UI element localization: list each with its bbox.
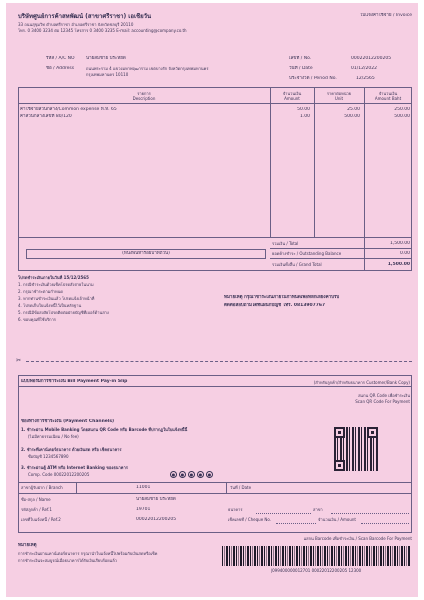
channel-2-note: ชื่อบัญชี 1234567890: [28, 454, 69, 459]
branch-value: 11001: [136, 485, 151, 490]
remarks-line-2: การชำระเงินจะสมบูรณ์เมื่อธนาคารได้รับเงินเรียบร้อยแล้ว: [18, 558, 117, 563]
outstanding-label: ยอดค้างชำระ / Outstanding Balance: [272, 251, 342, 256]
total-value: 1,500.00: [389, 241, 410, 246]
note-line-6: 6. ขอบคุณที่ใช้บริการ: [18, 317, 56, 322]
customer-address-value-2: กรุงเทพมหานคร 10110: [86, 72, 129, 77]
scan-note: สแกน QR Code เพื่อชำระเงิน: [358, 393, 410, 398]
doc-date-label: วันที่ / Date: [289, 66, 313, 71]
bank-logo-icon: ●: [189, 472, 194, 477]
channel-3-note: Comp. Code 00022012200205: [28, 472, 90, 477]
header-description: รายการ Description: [132, 91, 156, 101]
bank-label: ธนาคาร: [228, 507, 243, 512]
qr-finder: [334, 460, 345, 471]
bank-logo-icon: ●: [171, 472, 176, 477]
bank-logo-icon: ●: [198, 472, 203, 477]
barcode-number: |099400000012701 00022012200205 12300: [270, 568, 362, 573]
barcode-note: แสกน Barcode เพื่อชำระเงิน / Scan Barcode For Payment: [303, 536, 412, 541]
cash-label: จำนวนเงิน / Amount: [318, 517, 356, 522]
bank-logo-icon: ●: [180, 472, 185, 477]
ref1-value: 19701: [136, 507, 151, 512]
doc-period-value: 12/2565: [356, 76, 375, 81]
item-1-description-2: ค่าส่วนกลางเลขที่ 80/120: [20, 114, 72, 119]
header-amount: จำนวนเงิน Amount: [282, 91, 302, 101]
doc-no-label: เลขที่ / No.: [289, 56, 312, 61]
note-line-2: 2. กรุณาชำระตามกำหนด: [18, 289, 63, 294]
payin-name-value: นายสมชาย ประหยัด: [136, 497, 176, 502]
channel-3: 3. ชำระผ่านตู้ ATM หรือ Internet Banking ของธนาคาร: [21, 465, 128, 470]
total-label: รวมเงิน / Total: [272, 241, 299, 246]
header-unit: ราคาต่อหน่วย Unit: [326, 91, 352, 101]
ref2-value: 00022012200205: [136, 517, 177, 522]
invoice-document: [6, 3, 418, 597]
branch-label: สาขาผู้รับฝาก / Branch: [21, 485, 63, 490]
doc-period-label: ประจำงวด / Period No.: [289, 76, 337, 81]
cut-line: [26, 361, 412, 362]
item-1-unit: 25.00: [347, 107, 360, 112]
item-1-description: ค่าใช้จ่ายส่วนกลาง/Common expense ห.ห. 65: [20, 107, 117, 112]
customer-address-label: ชื่อ / Address: [46, 66, 75, 71]
doc-type: ใบแจ้งค่าใช้จ่าย / Invoice: [360, 13, 412, 18]
cheque-label: เช็คเลขที่ / Cheque No.: [228, 517, 272, 522]
company-contact: โทร. 0 3400 3234 ต่อ 12345 โทรสาร 0 3400 3235 E-mail: accounting@company.co.th: [18, 28, 187, 33]
item-1-qty: 50.00: [297, 107, 310, 112]
ref2-label: เลขที่ใบแจ้งหนี้ / Ref.2: [21, 517, 61, 522]
item-2-amount: 500.00: [394, 114, 410, 119]
note-line-5: 5. กรณีมีข้อสงสัยโปรดติดต่อฝ่ายบัญชีที่เบอร์ด้านล่าง: [18, 310, 109, 315]
channel-1-note: (ไม่มีค่าธรรมเนียม / No fee): [28, 434, 79, 439]
note-line-1: 1. กรณีชำระเงินด้วยเช็คโปรดสั่งจ่ายในนาม: [18, 282, 94, 287]
header-total: จำนวนเงิน Amount Baht: [374, 91, 402, 101]
qr-finder: [334, 427, 345, 438]
doc-no-value: 00022012200205: [351, 56, 392, 61]
note-line-3: 3. หากท่านชำระเงินแล้ว โปรดแจ้งเจ้าหน้าที่: [18, 296, 95, 301]
payin-title: แบบฟอร์มการชำระเงิน Bill Payment Pay-in Slip: [21, 379, 128, 384]
scissors-icon: ✂: [16, 357, 22, 364]
grand-total-value: 1,500.00: [387, 262, 410, 267]
channel-2: 2. ชำระที่เคาน์เตอร์ธนาคาร ด้วยเงินสด หรือ เช็คธนาคาร: [21, 447, 122, 452]
customer-code-label: รหัส / A/C NO: [46, 56, 75, 61]
item-2-qty: 1.00: [299, 114, 310, 119]
outstanding-value: 0.00: [399, 251, 410, 256]
doc-date-value: 01/12/2022: [351, 66, 377, 71]
company-address: 33 ถนนสุขุมวิท ตำบลศรีราชา อำเภอศรีราชา จังหวัดชลบุรี 20110: [18, 22, 134, 27]
channels-heading: ช่องทางการชำระเงิน (Payment Channels): [21, 419, 115, 424]
qr-finder: [367, 427, 378, 438]
payin-copy-note: (สำหรับลูกค้า/สำหรับธนาคาร Customer/Bank Copy): [313, 380, 410, 385]
customer-address-value: ถนนพระราม 4 แขวงมหาพฤฒาราม เขตบางรัก จังหวัดกรุงเทพมหานคร: [86, 66, 209, 71]
payment-barcode: [222, 546, 410, 566]
contact-line: ติดต่อสอบถามได้ที่แผนกบัญชี โทร. 0813907767: [224, 303, 326, 308]
payin-name-label: ชื่อ-สกุล / Name: [21, 497, 51, 502]
item-2-unit: 500.00: [344, 114, 360, 119]
item-1-amount: 250.00: [394, 107, 410, 112]
scan-note-en: Scan QR Code For Payment: [355, 399, 410, 404]
remarks-line-1: การชำระเงินผ่านเคาน์เตอร์ธนาคาร กรุณานำใบแจ้งหนี้ไปพร้อมกับเงินสดหรือเช็ค: [18, 551, 158, 556]
notes-heading: โปรดชำระเงินภายในวันที่ 15/12/2565: [18, 275, 89, 280]
channel-1: 1. ชำระผ่าน Mobile Banking โดยสแกน QR Code หรือ Barcode ที่ปรากฏในใบแจ้งหนี้นี้: [21, 427, 188, 432]
contact-heading: หมายเหตุ กรุณาชำระเงินภายในกำหนดเพื่อหลีกเลี่ยงค่าปรับ: [224, 295, 340, 300]
ref1-label: รหัสลูกค้า / Ref.1: [21, 507, 52, 512]
bank-branch-label: สาขา: [313, 507, 323, 512]
note-line-4: 4. โปรดเก็บใบแจ้งหนี้ไว้เป็นหลักฐาน: [18, 303, 82, 308]
remarks-heading: หมายเหตุ: [18, 543, 37, 548]
company-name: บริษัทศูนย์การค้าสหพัฒน์ (สาขาศรีราชา) เอเชียวัน: [18, 13, 152, 20]
amount-words: (หนึ่งพันห้าร้อยบาทถ้วน): [122, 251, 170, 256]
bank-logo-icon: ●: [207, 472, 212, 477]
grand-total-label: รวมเงินทั้งสิ้น / Grand Total: [272, 262, 322, 267]
customer-name-value: นายสมชาย ประหยัด: [86, 56, 126, 61]
payin-date-label: วันที่ / Date: [230, 485, 252, 490]
